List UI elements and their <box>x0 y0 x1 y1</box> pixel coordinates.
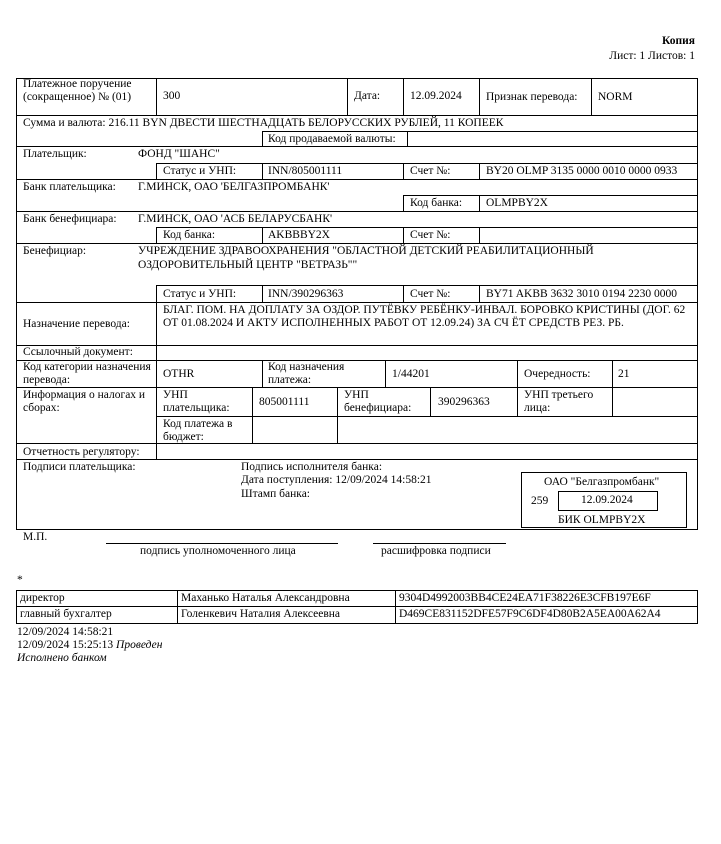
payer-status: INN/805001111 <box>268 165 343 177</box>
beneficiary-bank-account-label: Счет №: <box>410 229 451 241</box>
beneficiary-status-label: Статус и УНП: <box>163 288 237 300</box>
beneficiary-name-line2: ОЗДОРОВИТЕЛЬНЫЙ ЦЕНТР "ВЕТРАЗЬ"" <box>138 259 358 271</box>
payer-label: Плательщик: <box>23 148 87 160</box>
beneficiary-status: INN/390296363 <box>268 288 344 300</box>
mp-label: М.П. <box>23 531 48 543</box>
bank-stamp-label: Штамп банка: <box>241 488 310 500</box>
received-date: Дата поступления: 12/09/2024 14:58:21 <box>241 474 432 486</box>
ref-doc-label: Ссылочный документ: <box>23 346 133 358</box>
order-number: 300 <box>163 90 181 102</box>
copy-label: Копия <box>662 35 695 47</box>
order-date-label: Дата: <box>354 90 381 102</box>
priority-label: Очередность: <box>524 368 591 380</box>
category-value: OTHR <box>163 368 195 380</box>
signer-name: Голенкевич Наталия Алексеевна <box>181 608 341 620</box>
payer-status-label: Статус и УНП: <box>163 165 237 177</box>
payer-account: BY20 OLMP 3135 0000 0010 0000 0933 <box>486 165 678 177</box>
decoding-caption: расшифровка подписи <box>381 545 491 557</box>
beneficiary-account-label: Счет №: <box>410 288 451 300</box>
beneficiary-name-line1: УЧРЕЖДЕНИЕ ЗДРАВООХРАНЕНИЯ "ОБЛАСТНОЙ ДЕТСКИЙ РЕАБИЛИТАЦИОННЫЙ <box>138 245 594 257</box>
stamp-bank-name: ОАО "Белгазпромбанк" <box>544 476 660 488</box>
log-line1: 12/09/2024 14:58:21 <box>17 626 114 638</box>
signer-name: Маханько Наталья Александровна <box>181 592 350 604</box>
bank-executor-label: Подпись исполнителя банка: <box>241 461 383 473</box>
beneficiary-bank-label: Банк бенефициара: <box>23 213 117 225</box>
transfer-sign-label: Признак перевода: <box>486 91 578 103</box>
purpose-code-label: Код назначения платежа: <box>268 361 345 386</box>
payer-bank-name: Г.МИНСК, ОАО 'БЕЛГАЗПРОМБАНК' <box>138 181 330 193</box>
log-time: 12/09/2024 15:25:13 <box>17 639 114 651</box>
authorized-signature-line <box>106 543 338 544</box>
beneficiary-unp-label: УНП бенефициара: <box>344 389 412 414</box>
sheets-label: Лист: 1 Листов: 1 <box>609 50 695 62</box>
payer-bank-label: Банк плательщика: <box>23 181 116 193</box>
signer-hash: D469CE831152DFE57F9C6DF4D80B2A5EA00A62A4 <box>399 608 661 620</box>
order-title: Платежное поручение (сокращенное) № (01) <box>23 78 132 103</box>
payer-bank-code-label: Код банка: <box>410 197 463 209</box>
payer-unp-label: УНП плательщика: <box>163 389 230 414</box>
category-label: Код категории назначения перевода: <box>23 361 151 386</box>
signer-role: директор <box>20 592 65 604</box>
footnote-star: * <box>17 574 23 586</box>
payer-name: ФОНД "ШАНС" <box>138 148 220 160</box>
budget-code-label: Код платежа в бюджет: <box>163 418 233 443</box>
taxes-label: Информация о налогах и сборах: <box>23 389 146 414</box>
transfer-sign: NORM <box>598 91 633 103</box>
log-status: Проведен <box>116 639 163 651</box>
third-party-unp-label: УНП третьего лица: <box>524 389 594 414</box>
log-line2 <box>17 639 162 652</box>
signer-hash: 9304D4992003BB4CE24EA71F38226E3CFB197E6F <box>399 592 651 604</box>
stamp-bik: БИК OLMPBY2X <box>558 514 646 526</box>
sold-currency-label: Код продаваемой валюты: <box>268 133 396 145</box>
purpose-code: 1/44201 <box>392 368 430 380</box>
payer-account-label: Счет №: <box>410 165 451 177</box>
priority: 21 <box>618 368 630 380</box>
stamp-date: 12.09.2024 <box>581 494 633 506</box>
payer-unp: 805001111 <box>259 396 310 408</box>
beneficiary-label: Бенефициар: <box>23 245 87 257</box>
beneficiary-account: BY71 AKBB 3632 3010 0194 2230 0000 <box>486 288 678 300</box>
purpose-label: Назначение перевода: <box>23 318 130 330</box>
authorized-signature-caption: подпись уполномоченного лица <box>140 545 296 557</box>
stamp-number: 259 <box>531 495 549 507</box>
order-date: 12.09.2024 <box>410 90 462 102</box>
beneficiary-bank-code: AKBBBY2X <box>268 229 330 241</box>
amount-text: Сумма и валюта: 216.11 BYN ДВЕСТИ ШЕСТНАДЦАТЬ БЕЛОРУССКИХ РУБЛЕЙ, 11 КОПЕЕК <box>23 117 504 129</box>
regulator-label: Отчетность регулятору: <box>23 446 140 458</box>
beneficiary-bank-name: Г.МИНСК, ОАО 'АСБ БЕЛАРУСБАНК' <box>138 213 333 225</box>
signer-role: главный бухгалтер <box>20 608 112 620</box>
purpose-text: БЛАГ. ПОМ. НА ДОПЛАТУ ЗА ОЗДОР. ПУТЁВКУ РЕБЁНКУ-ИНВАЛ. БОРОВКО КРИСТИНЫ (ДОГ. 62 ОТ 01.08.2024 И АКТУ ИСПОЛНЕННЫХ РАБОТ ОТ 12.09.24) ЗА СЧ ЁТ СРЕДСТВ РЕЗ. РБ. <box>163 304 686 329</box>
beneficiary-bank-code-label: Код банка: <box>163 229 216 241</box>
log-line3: Исполнено банком <box>17 652 107 664</box>
payer-bank-code: OLMPBY2X <box>486 197 548 209</box>
decoding-line <box>373 543 506 544</box>
beneficiary-unp: 390296363 <box>438 396 490 408</box>
payer-signatures-label: Подписи плательщика: <box>23 461 136 473</box>
